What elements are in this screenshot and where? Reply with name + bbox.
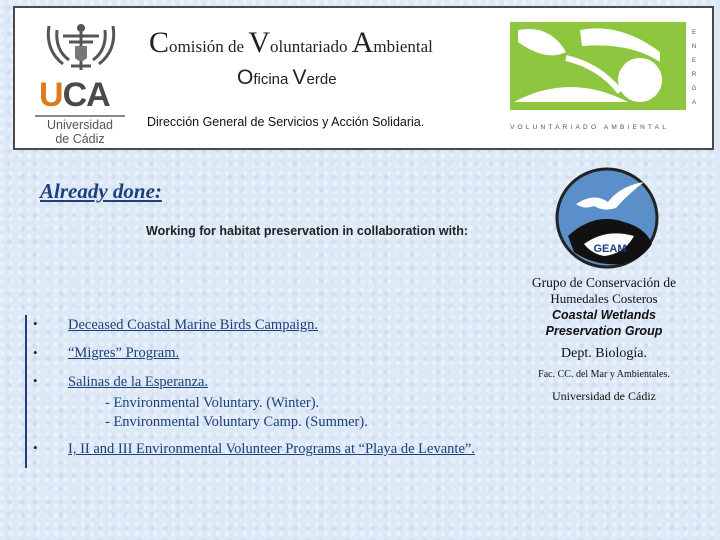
uca-letters: UCA (39, 76, 110, 114)
geam-university: Universidad de Cádiz (552, 389, 656, 403)
va-side-letters: ENERGA (691, 30, 697, 106)
geam-line-3: Coastal Wetlands (552, 308, 656, 322)
list-item: “Migres” Program. (68, 345, 180, 361)
list-accent-bar (25, 315, 27, 468)
direction-line: Dirección General de Servicios y Acción Solidaria. (147, 115, 425, 129)
list-item: Deceased Coastal Marine Birds Campaign. (68, 317, 319, 333)
bullet-icon: • (33, 345, 38, 360)
geam-line-2: Humedales Costeros (550, 291, 658, 306)
geam-logo (554, 166, 660, 270)
geam-dept: Dept. Biología. (561, 346, 647, 361)
va-caption: VOLUNTARIADO AMBIENTAL (510, 124, 670, 131)
geam-line-4: Preservation Group (545, 324, 663, 338)
uca-divider (35, 115, 125, 117)
section-heading: Already done: (40, 179, 162, 203)
collaboration-intro: Working for habitat preservation in collaboration with: (146, 224, 469, 238)
geam-line-1: Grupo de Conservación de (531, 275, 677, 290)
geam-description (518, 275, 690, 340)
title-main: Comisión de Voluntariado Ambiental (149, 26, 433, 59)
bullet-icon: • (33, 440, 38, 455)
list-subitem: - Environmental Voluntary. (Winter). (105, 395, 320, 411)
geam-faculty: Fac. CC. del Mar y Ambientales. (538, 369, 670, 380)
list-item: I, II and III Environmental Volunteer Programs at “Playa de Levante”. (68, 441, 475, 457)
geam-logo-label: GEAM (593, 243, 627, 255)
va-sun-leaf-icon (510, 22, 686, 110)
uca-name: Universidad de Cádiz (46, 118, 113, 146)
list-subitem: - Environmental Voluntary Camp. (Summer). (105, 414, 368, 430)
list-item: Salinas de la Esperanza. (68, 374, 209, 390)
voluntariado-ambiental-logo (510, 22, 704, 134)
uca-logo (35, 20, 130, 145)
header-banner (13, 6, 714, 150)
va-green-panel (510, 22, 686, 110)
bullet-icon: • (33, 316, 38, 331)
bullet-icon: • (33, 373, 38, 388)
uca-shield-icon (41, 20, 121, 78)
title-sub: Oficina Verde (237, 66, 337, 89)
